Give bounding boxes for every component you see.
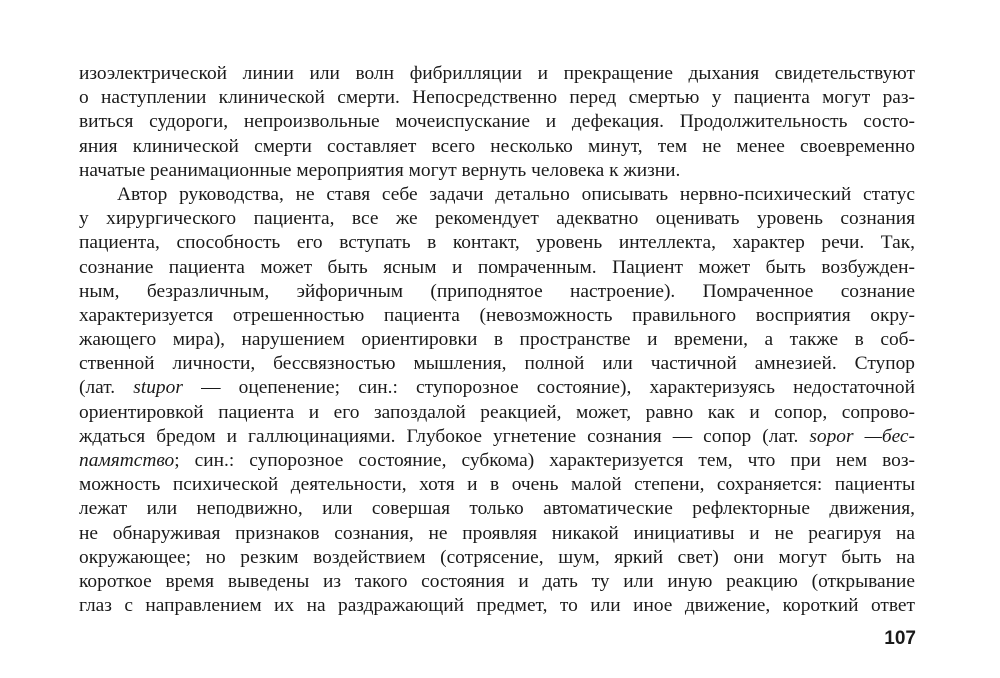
text-line: начатые реанимационные мероприятия могут вернуть человека к жизни. [79, 159, 681, 181]
text-line: пациента, способность его вступать в контакт, уровень интеллекта, характер речи. Так, [79, 232, 915, 254]
text-line: яния клинической смерти составляет всего несколько минут, тем не менее своевременно [79, 135, 915, 157]
paragraph-clinical-death [79, 62, 915, 183]
page-body [79, 62, 915, 618]
text-segment: — оцепенение; син.: ступорозное состояние), характеризуясь недостаточной [182, 377, 915, 399]
text-segment: ; син.: супорозное состояние, субкома) характеризуется тем, что при нем воз- [174, 450, 915, 471]
text-line: лежат или неподвижно, или совершая только автоматические рефлекторные движения, [79, 498, 915, 520]
paragraph-consciousness [79, 183, 915, 618]
text-segment: ждаться бредом и галлюцинациями. Глубокое угнетение сознания — сопор (лат. [79, 425, 810, 447]
text-line: ственной личности, бессвязностью мышления, полной или частичной амнезией. Ступор [79, 353, 915, 375]
latin-term: stupor [133, 377, 183, 399]
latin-term: sopor —бес- [809, 425, 915, 447]
text-line: окружающее; но резким воздействием (сотрясение, шум, яркий свет) они могут быть на [79, 546, 915, 568]
text-line: жающего мира), нарушением ориентировки в пространстве и времени, а также в соб- [79, 329, 915, 351]
text-line: короткое время выведены из такого состояния и дать ту или иную реакцию (открывание [79, 570, 915, 592]
text-line: виться судороги, непроизвольные мочеиспускание и дефекация. Продолжительность состо- [79, 111, 915, 133]
text-line: ным, безразличным, эйфоричным (приподнятое настроение). Помраченное сознание [79, 280, 915, 302]
text-line: ориентировкой пациента и его запоздалой реакцией, может, равно как и сопор, сопрово- [79, 401, 915, 423]
text-line [79, 376, 915, 400]
text-line: у хирургического пациента, все же рекомендует адекватно оценивать уровень сознания [79, 208, 915, 230]
text-line: сознание пациента может быть ясным и помраченным. Пациент может быть возбужден- [79, 256, 915, 278]
text-line: глаз с направлением их на раздражающий предмет, то или иное движение, короткий ответ [79, 595, 915, 617]
text-line [79, 425, 915, 449]
text-line: Автор руководства, не ставя себе задачи детально описывать нервно-психический статус [117, 183, 915, 205]
text-line: можность психической деятельности, хотя и в очень малой степени, сохраняется: пациенты [79, 474, 915, 496]
text-line [79, 449, 915, 473]
text-line: изоэлектрической линии или волн фибрилляции и прекращение дыхания свидетельствуют [79, 63, 915, 84]
page-number: 107 [884, 628, 916, 649]
text-line: о наступлении клинической смерти. Непосредственно перед смертью у пациента могут раз- [79, 87, 915, 109]
text-line: не обнаруживая признаков сознания, не проявляя никакой инициативы и не реагируя на [79, 522, 915, 544]
italic-term: памятство [79, 450, 175, 471]
text-line: характеризуется отрешенностью пациента (невозможность правильного восприятия окру- [79, 304, 915, 326]
text-segment: (лат. [79, 377, 134, 399]
